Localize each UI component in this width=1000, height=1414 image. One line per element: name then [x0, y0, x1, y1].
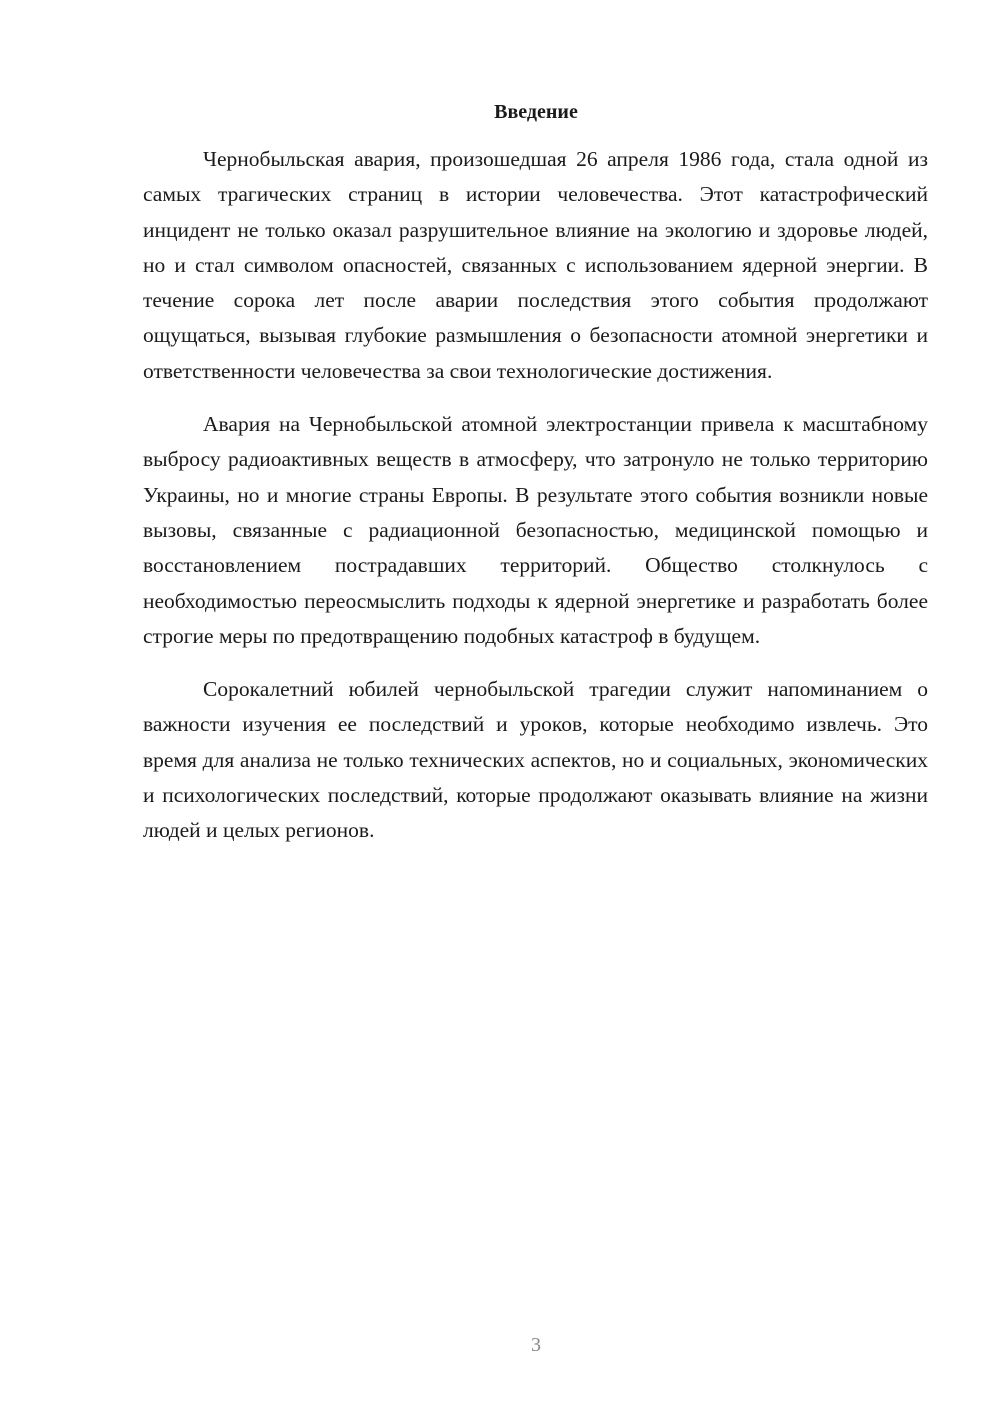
section-title: Введение — [494, 101, 578, 123]
paragraph-3: Сорокалетний юбилей чернобыльской трагедии служит напоминанием о важности изучения ее последствий и уроков, которые необходимо извлечь. Это время для анализа не только технических аспектов, но и социальных, экономических и психологических последствий, которые продолжают оказывать влияние на жизни людей и целых регионов. — [143, 677, 928, 843]
body-text — [143, 142, 928, 867]
paragraph-1: Чернобыльская авария, произошедшая 26 апреля 1986 года, стала одной из самых трагических страниц в истории человечества. Этот катастрофический инцидент не только оказал разрушительное влияние на экологию и здоровье людей, но и стал символом опасностей, связанных с использованием ядерной энергии. В течение сорока лет после аварии последствия этого события продолжают ощущаться, вызывая глубокие размышления о безопасности атомной энергетики и ответственности человечества за свои технологические достижения. — [143, 147, 928, 383]
page-number: 3 — [531, 1334, 541, 1356]
paragraph-2: Авария на Чернобыльской атомной электростанции привела к масштабному выбросу радиоактивных веществ в атмосферу, что затронуло не только территорию Украины, но и многие страны Европы. В результате этого события возникли новые вызовы, связанные с радиационной безопасностью, медицинской помощью и восстановлением пострадавших территорий. Общество столкнулось с необходимостью переосмыслить подходы к ядерной энергетике и разработать более строгие меры по предотвращению подобных катастроф в будущем. — [143, 412, 928, 648]
